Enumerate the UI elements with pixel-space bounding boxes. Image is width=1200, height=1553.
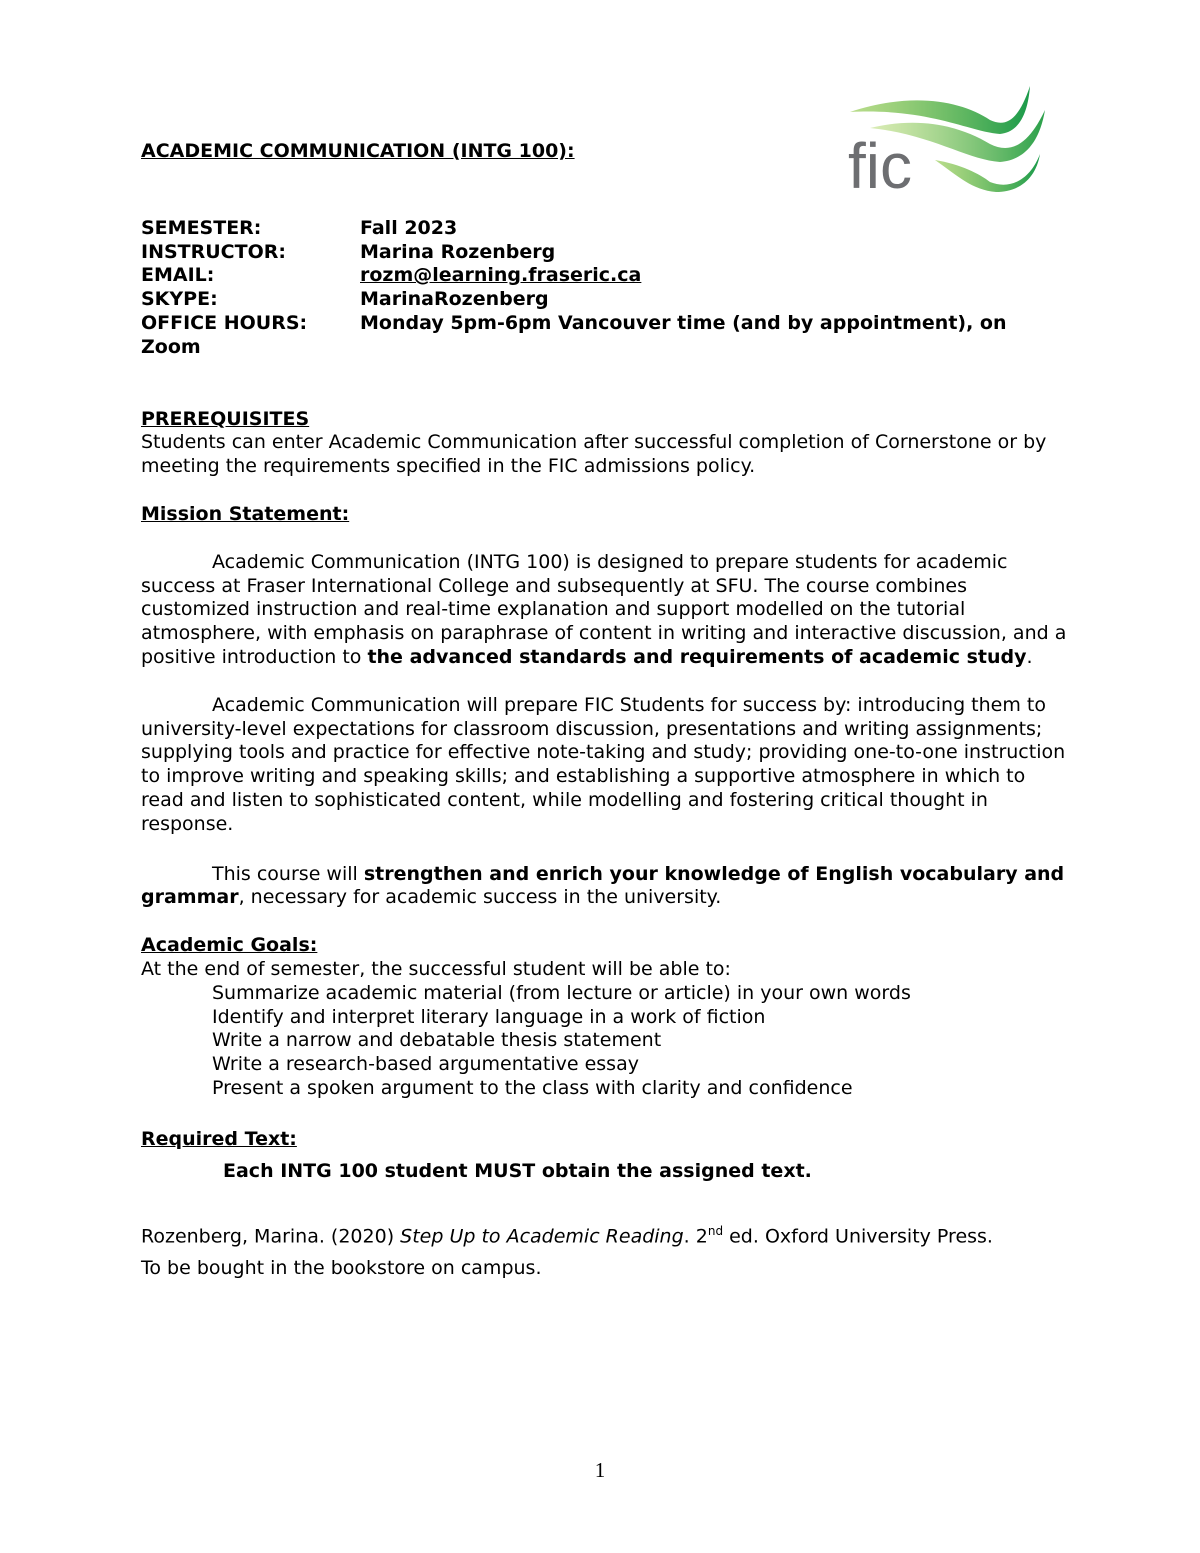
course-info [141,217,1071,360]
skype-value: MarinaRozenberg [360,288,549,311]
mission-paragraph-1 [141,551,1071,670]
required-text-emphasis: Each INTG 100 student MUST obtain the assigned text. [223,1159,812,1182]
mission-paragraph-3 [141,863,1071,911]
page-number: 1 [594,1458,606,1482]
required-text-citation [141,1216,1071,1283]
instructor-value: Marina Rozenberg [360,240,556,263]
office-hours-label: OFFICE HOURS: [141,311,308,334]
mission-p1-end: . [1026,645,1033,668]
mission-p1-bold: the advanced standards and requirements of academic study [367,645,1027,668]
citation-author: Rozenberg, Marina. (2020) [141,1225,401,1248]
mission-p1-text: Academic Communication (INTG 100) is designed to prepare students for academic success at Fraser International College and subsequently at SFU. The course combines customized instruction and real-time explanation and support modelled on the tutorial atmosphere, with emphasis on paraphrase of content in writing and interactive discussion, and a positive introduction to [141,550,1067,668]
mission-p3-start: This course will [212,862,364,885]
citation-publisher: ed. Oxford University Press. [723,1225,993,1248]
citation-title: Step Up to Academic Reading [400,1225,684,1248]
office-hours-value: Monday 5pm-6pm Vancouver time (and by appointment), on [360,311,1007,334]
goal-item: Present a spoken argument to the class with clarity and confidence [212,1076,853,1099]
semester-label: SEMESTER: [141,216,262,239]
goal-item: Write a research-based argumentative essay [212,1053,639,1076]
prerequisites-text: Students can enter Academic Communication after successful completion of Cornerstone or by meeting the requirements specified in the FIC admissions policy. [141,431,1047,478]
goals-heading: Academic Goals: [141,934,318,957]
office-hours-row [141,312,1071,336]
goals-intro: At the end of semester, the successful student will be able to: [141,957,731,980]
goal-item: Identify and interpret literary language in a work of fiction [212,1005,766,1028]
citation-edition-suffix: nd [707,1224,724,1239]
goal-item: Summarize academic material (from lecture or article) in your own words [212,981,911,1004]
document-title: ACADEMIC COMMUNICATION (INTG 100): [141,140,575,162]
instructor-row [141,241,1071,265]
required-text-heading: Required Text: [141,1127,297,1150]
syllabus-content [141,140,1071,1284]
prerequisites-heading: PREREQUISITES [141,407,310,430]
goal-item: Write a narrow and debatable thesis statement [212,1029,662,1052]
skype-row [141,288,1071,312]
email-label: EMAIL: [141,264,215,287]
email-row [141,264,1071,288]
office-hours-value-cont: Zoom [141,335,201,358]
mission-p3-bold: strengthen and enrich your knowledge of English vocabulary and grammar [141,862,1065,909]
required-text-section [141,1128,1071,1284]
skype-label: SKYPE: [141,288,218,311]
email-link[interactable]: rozm@learning.fraseric.ca [360,264,642,287]
prerequisites-section [141,408,1071,479]
semester-row [141,217,1071,241]
citation-edition: . 2 [683,1225,708,1248]
mission-p3-end: , necessary for academic success in the university. [238,886,722,909]
mission-heading: Mission Statement: [141,502,350,525]
goals-section [141,934,1071,1101]
semester-value: Fall 2023 [360,216,458,239]
bookstore-note: To be bought in the bookstore on campus. [141,1256,542,1279]
mission-section [141,503,1071,910]
fic-logo-wordmark: fic [848,130,912,194]
mission-paragraph-2: Academic Communication will prepare FIC Students for success by: introducing them to university-level expectations for classroom discussion, presentations and writing assignments; supplying tools and practice for effective note-taking and study; providing one-to-one instruction to improve writing and speaking skills; and establishing a supportive atmosphere in which to read and listen to sophisticated content, while modelling and fostering critical thought in response. [141,693,1066,835]
instructor-label: INSTRUCTOR: [141,240,286,263]
